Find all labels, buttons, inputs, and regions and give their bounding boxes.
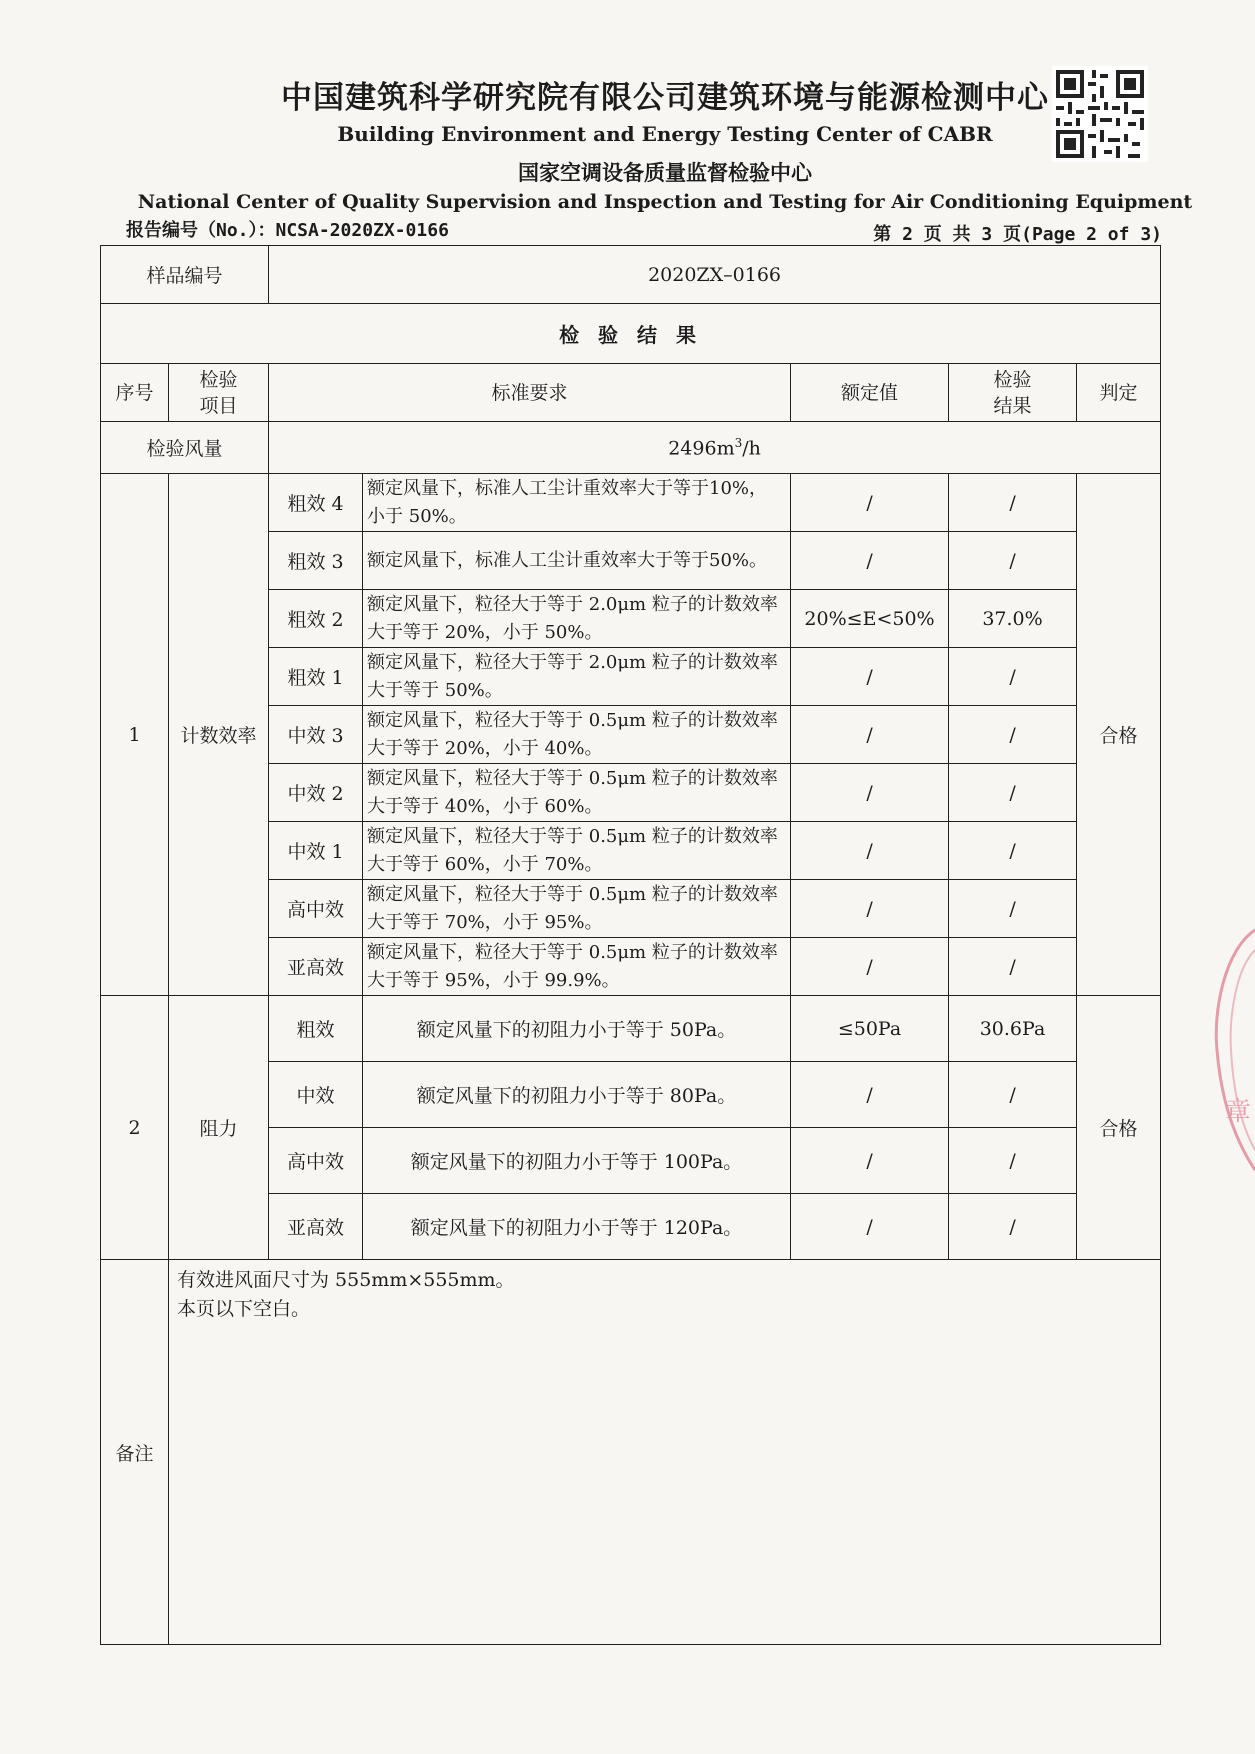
test-result: / [949, 822, 1077, 880]
grade: 粗效 2 [269, 590, 363, 648]
results-title-row [101, 304, 1161, 364]
test-result: / [949, 532, 1077, 590]
table-row [101, 996, 1161, 1062]
sample-row [101, 246, 1161, 304]
results-table [100, 245, 1161, 1645]
grade: 中效 [269, 1062, 363, 1128]
grade: 亚高效 [269, 1194, 363, 1260]
rated-value: / [791, 1128, 949, 1194]
grade: 高中效 [269, 880, 363, 938]
test-result: / [949, 764, 1077, 822]
test-result: 37.0% [949, 590, 1077, 648]
center-name-cn: 国家空调设备质量监督检验中心 [518, 161, 812, 185]
requirement: 额定风量下的初阻力小于等于 80Pa。 [363, 1062, 791, 1128]
svg-text:章: 章 [1225, 1097, 1252, 1127]
test-result: / [949, 648, 1077, 706]
rated-value: / [791, 648, 949, 706]
group2-seq: 2 [101, 996, 169, 1260]
remarks-label: 备注 [101, 1260, 169, 1645]
requirement: 额定风量下的初阻力小于等于 120Pa。 [363, 1194, 791, 1260]
group2-item: 阻力 [169, 996, 269, 1260]
red-seal-stamp [1195, 920, 1255, 1180]
requirement: 额定风量下的初阻力小于等于 100Pa。 [363, 1128, 791, 1194]
grade: 中效 2 [269, 764, 363, 822]
col-verdict: 判定 [1077, 364, 1161, 422]
rated-value: 20%≤E<50% [791, 590, 949, 648]
col-result: 检验 结果 [949, 364, 1077, 422]
requirement: 额定风量下，粒径大于等于 0.5μm 粒子的计数效率大于等于 70%，小于 95%。 [363, 880, 791, 938]
grade: 中效 3 [269, 706, 363, 764]
test-result: 30.6Pa [949, 996, 1077, 1062]
group1-seq: 1 [101, 474, 169, 996]
grade: 粗效 1 [269, 648, 363, 706]
requirement: 额定风量下，粒径大于等于 0.5μm 粒子的计数效率大于等于 40%，小于 60%。 [363, 764, 791, 822]
test-result: / [949, 474, 1077, 532]
test-result: / [949, 1062, 1077, 1128]
airflow-label: 检验风量 [101, 422, 269, 474]
requirement: 额定风量下，标准人工尘计重效率大于等于50%。 [363, 532, 791, 590]
sample-label: 样品编号 [101, 246, 269, 304]
column-header-row [101, 364, 1161, 422]
rated-value: / [791, 764, 949, 822]
airflow-value: $2496m^3/h$ [269, 422, 1161, 474]
requirement: 额定风量下，粒径大于等于 0.5μm 粒子的计数效率大于等于 60%，小于 70%。 [363, 822, 791, 880]
group1-item: 计数效率 [169, 474, 269, 996]
remark-line: 有效进风面尺寸为 555mm×555mm。 [177, 1269, 515, 1291]
grade: 粗效 4 [269, 474, 363, 532]
requirement: 额定风量下，粒径大于等于 0.5μm 粒子的计数效率大于等于 20%，小于 40%。 [363, 706, 791, 764]
grade: 高中效 [269, 1128, 363, 1194]
table-row [101, 474, 1161, 532]
org-name-cn: 中国建筑科学研究院有限公司建筑环境与能源检测中心 [281, 80, 1049, 116]
grade: 粗效 [269, 996, 363, 1062]
rated-value: / [791, 938, 949, 996]
rated-value: / [791, 532, 949, 590]
report-number: 报告编号（No.）：NCSA-2020ZX-0166 [126, 220, 449, 241]
test-result: / [949, 1194, 1077, 1260]
requirement: 额定风量下，粒径大于等于 0.5μm 粒子的计数效率大于等于 95%，小于 99.9%。 [363, 938, 791, 996]
airflow-row [101, 422, 1161, 474]
rated-value: / [791, 1194, 949, 1260]
remarks-content [169, 1260, 1161, 1645]
requirement: 额定风量下，粒径大于等于 2.0μm 粒子的计数效率大于等于 50%。 [363, 648, 791, 706]
rated-value: / [791, 1062, 949, 1128]
test-result: / [949, 1128, 1077, 1194]
rated-value: / [791, 822, 949, 880]
col-rated: 额定值 [791, 364, 949, 422]
grade: 粗效 3 [269, 532, 363, 590]
org-name-en: Building Environment and Energy Testing Center of CABR [337, 122, 993, 146]
remarks-row [101, 1260, 1161, 1645]
col-standard: 标准要求 [269, 364, 791, 422]
group1-verdict: 合格 [1077, 474, 1161, 996]
test-result: / [949, 938, 1077, 996]
qr-code-icon [1052, 66, 1148, 162]
test-result: / [949, 880, 1077, 938]
requirement: 额定风量下，标准人工尘计重效率大于等于10%，小于 50%。 [363, 474, 791, 532]
remark-line: 本页以下空白。 [177, 1298, 311, 1320]
rated-value: / [791, 880, 949, 938]
grade: 中效 1 [269, 822, 363, 880]
page-info: 第 2 页 共 3 页(Page 2 of 3) [873, 224, 1162, 245]
rated-value: ≤50Pa [791, 996, 949, 1062]
results-title: 检 验 结 果 [101, 304, 1161, 364]
col-item: 检验 项目 [169, 364, 269, 422]
group2-verdict: 合格 [1077, 996, 1161, 1260]
sample-number: 2020ZX–0166 [269, 246, 1161, 304]
requirement: 额定风量下，粒径大于等于 2.0μm 粒子的计数效率大于等于 20%，小于 50%。 [363, 590, 791, 648]
grade: 亚高效 [269, 938, 363, 996]
col-seq: 序号 [101, 364, 169, 422]
test-result: / [949, 706, 1077, 764]
center-name-en: National Center of Quality Supervision and Inspection and Testing for Air Conditioning Equipment [137, 191, 1193, 213]
requirement: 额定风量下的初阻力小于等于 50Pa。 [363, 996, 791, 1062]
rated-value: / [791, 474, 949, 532]
rated-value: / [791, 706, 949, 764]
